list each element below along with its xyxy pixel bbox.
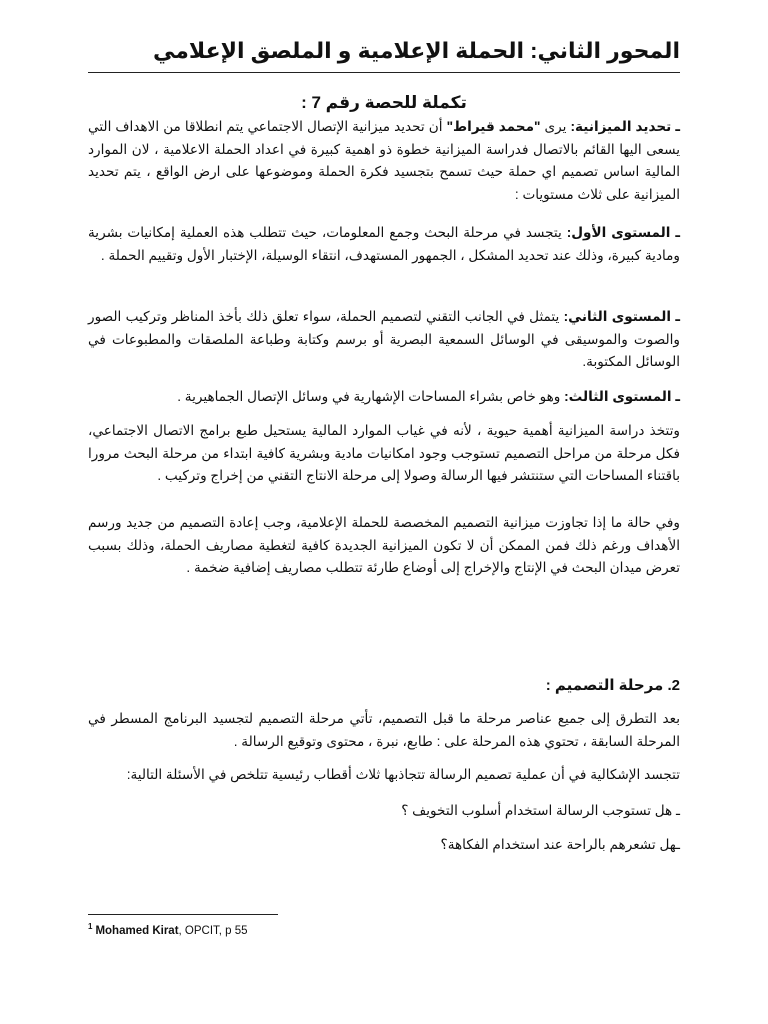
section2-problem: تتجسد الإشكالية في أن عملية تصميم الرسالة تتجاذبها ثلاث أقطاب رئيسية تتلخص في الأسئلة التالية: [126,767,680,782]
level3-text: وهو خاص بشراء المساحات الإشهارية في وسائل الإتصال الجماهيرية . [177,389,565,404]
level1-text: يتجسد في مرحلة البحث وجمع المعلومات، حيث تتطلب هذه العملية إمكانيات بشرية ومادية كبيرة، وذلك عند تحديد المشكل ، الجمهور المستهدف، انتقاء الوسيلة، الإختبار الأول وتقييم الحملة . [88,225,680,263]
level2-label: ـ المستوى الثاني: [563,309,680,324]
question-item: ـهل تشعرهم بالراحة عند استخدام الفكاهة؟ [440,837,680,852]
overrun-paragraph: وفي حالة ما إذا تجاوزت ميزانية التصميم المخصصة للحملة الإعلامية، وجب إعادة التصميم من جديد ورسم الأهداف ورغم ذلك فمن الممكن أن لا تكون الميزانية الجديدة كافية لتغطية مصاريف الحملة، وذلك بسبب تعرض ميدان البحث في الإنتاج والإخراج إلى أوضاع طارئة تتطلب مصاريف إضافية ضخمة . [88,515,680,575]
section2-heading: 2. مرحلة التصميم : [545,677,680,694]
level2-text: يتمثل في الجانب التقني لتصميم الحملة، سواء تعلق ذلك بأخذ المناظر وتركيب الصور والصوت والموسيقى في الوسائل السمعية البصرية أو برسم وكتابة وطباعة الملصقات والمطبوعات في الوسائل المكتوبة. [88,309,680,369]
level3-label: ـ المستوى الثالث: [564,389,680,404]
section2-intro: بعد التطرق إلى جميع عناصر مرحلة ما قبل التصميم، تأتي مرحلة التصميم لتجسيد البرنامج المسطر في المرحلة السابقة ، تحتوي هذه المرحلة على : طابع، نبرة ، محتوى وتوقيع الرسالة . [88,711,680,749]
footnote [88,922,248,937]
budget-prefix: يرى [540,119,571,134]
level1-label: ـ المستوى الأول: [566,225,680,240]
footnote-divider [88,914,278,915]
budget-label: ـ تحديد الميزانية: [570,119,680,134]
footnote-source: , OPCIT, p 55 [178,924,248,937]
footnote-marker: 1 [88,922,93,931]
budget-paragraph [88,116,680,206]
importance-paragraph: وتتخذ دراسة الميزانية أهمية حيوية ، لأنه في غياب الموارد المالية يستحيل طبع برامج الاتصال الاجتماعي، فكل مرحلة من مراحل التصميم تستوجب وجود امكانيات مادية وبشرية كافية ابتداء من مرحلة البحث مرورا باقتناء المساحات التي ستنتشر فيها الرسالة وصولا إلى مرحلة الانتاج التقني من إخراج وتركيب . [88,423,680,483]
level1-paragraph [88,222,680,267]
page-header-title: المحور الثاني: الحملة الإعلامية و الملصق الإعلامي [152,38,680,63]
level2-paragraph [88,306,680,374]
header-divider [88,72,680,73]
question-item: ـ هل تستوجب الرسالة استخدام أسلوب التخويف ؟ [401,803,680,818]
budget-text: أن تحديد ميزانية الإتصال الاجتماعي يتم انطلاقا من الاهداف التي يسعى اليها القائم بالاتصال فدراسة الميزانية خطوة ذو اهمية كبيرة في اعداد الحملة الاعلامية ، لان الموارد المالية اساس تصميم اي حملة حيث تسمح بتجسيد فكرة الحملة وموضوعها على ارض الواقع ، يتم تحديد الميزانية على ثلاث مستويات : [88,119,680,202]
level3-paragraph [88,386,680,409]
budget-author: "محمد قيراط" [446,119,541,134]
footnote-author: Mohamed Kirat [95,924,179,937]
lesson-subtitle: تكملة للحصة رقم 7 : [301,93,467,112]
